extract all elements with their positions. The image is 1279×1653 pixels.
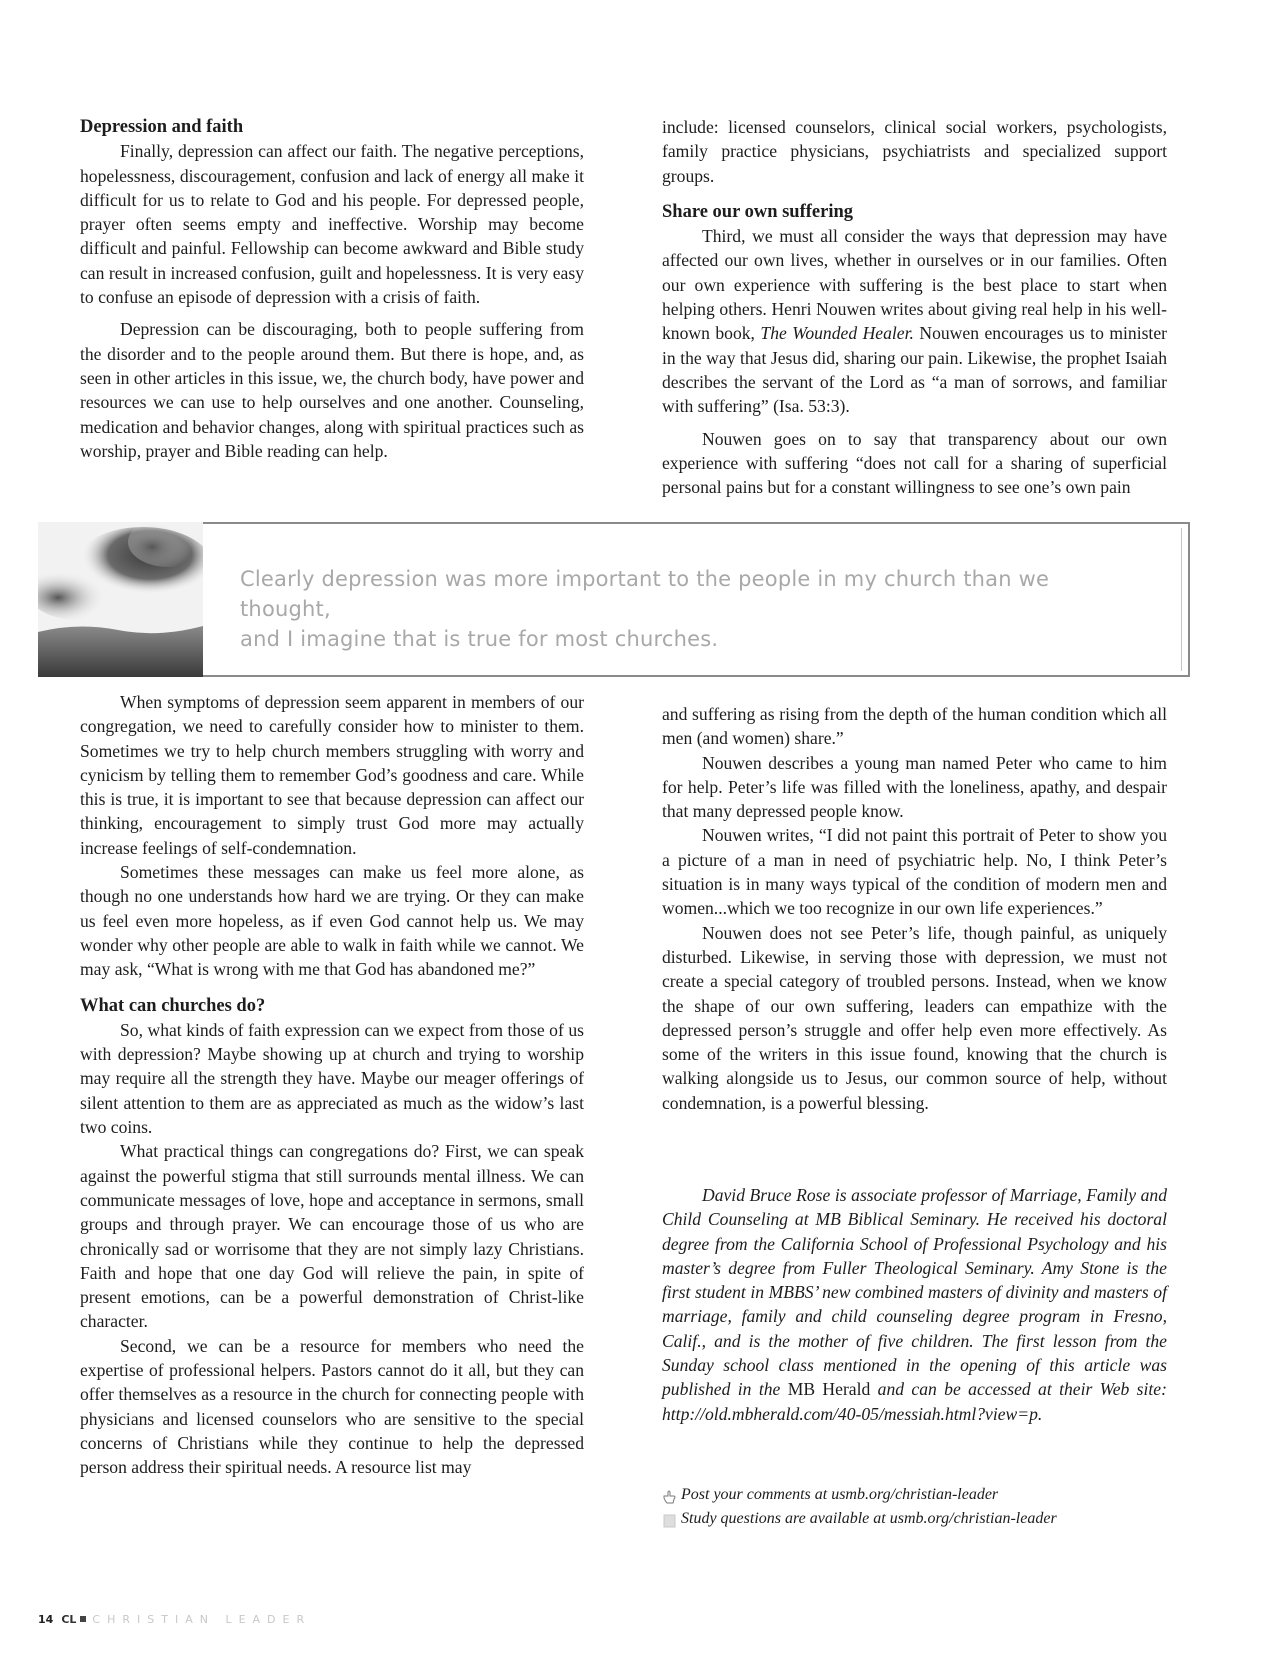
section-heading-depression-and-faith: Depression and faith (80, 117, 244, 137)
sky-photo (38, 522, 203, 677)
paragraph: Depression can be discouraging, both to people suffering from the disorder and to the people around them. But there is hope, and, as seen in other articles in this issue, we, the church body, have power and resources we can use to help ourselves and one another. Counseling, medication and behavior changes, along with spiritual practices such as worship, prayer and Bible reading can help. (80, 319, 584, 461)
document-icon (662, 1512, 678, 1526)
pull-quote-line: Clearly depression was more important to the people in my church than we thought, (240, 567, 1050, 621)
book-title: The Wounded Healer. (760, 323, 914, 344)
section-heading-what-can-churches-do: What can churches do? (80, 995, 266, 1016)
comments-note-text: Post your comments at usmb.org/christian-leader (681, 1486, 999, 1503)
top-left-column (80, 115, 584, 463)
paragraph-text: Third, we must all consider the ways that depression may have affected our own lives, whether in ourselves or in our families. Often our own experience with suffering is the best place to start when helping others. Henri Nouwen writes about giving real help in his well-known book, (662, 226, 1167, 344)
top-right-column (662, 115, 1167, 499)
bio-text: and can be accessed at their Web site: http://old.mbherald.com/40-05/messiah.html?view=p. (662, 1379, 1167, 1424)
comments-note (662, 1483, 1182, 1507)
paragraph: What practical things can congregations do? First, we can speak against the powerful stigma that still surrounds mental illness. We can communicate messages of love, hope and acceptance in sermons, small groups and through prayer. We can encourage those of us who are chronically sad or worrisome that they are not simply lazy Christians. Faith and hope that one day God will relieve the pain, in spite of present emotions, can be a powerful demonstration of Christ-like character. (80, 1141, 584, 1332)
magazine-initials: CL (61, 1612, 77, 1626)
paragraph: Finally, depression can affect our faith. The negative perceptions, hopelessness, discouragement, confusion and lack of energy all make it difficult for us to relate to God and his people. For depressed people, prayer often seems empty and ineffective. Worship may become difficult and painful. Fellowship can become awkward and Bible study can result in increased confusion, guilt and hopelessness. It is very easy to confuse an episode of depression with a crisis of faith. (80, 141, 584, 308)
paragraph (662, 224, 1167, 418)
pull-quote-rule-bottom (203, 675, 1190, 677)
paragraph: Second, we can be a resource for members who need the expertise of professional helpers. Pastors cannot do it all, but they can offer themselves as a resource in the church for connecting people with physicians and licensed counselors who are sensitive to the special concerns of Christians while they continue to help the depressed person address their spiritual needs. A resource list may (80, 1335, 584, 1478)
page-footer (38, 1610, 311, 1628)
paragraph: Nouwen goes on to say that transparency about our own experience with suffering “does not call for a sharing of superficial personal pains but for a constant willingness to see one’s own pain (662, 428, 1167, 498)
paragraph-text: Nouwen encourages us to minister in the way that Jesus did, sharing our pain. Likewise, the prophet Isaiah describes the servant of the Lord as “a man of sorrows, and familiar with suffering” (Isa. 53:3). (662, 323, 1167, 417)
author-bio-text (662, 1183, 1167, 1426)
section-heading-share-our-own-suffering: Share our own suffering (662, 201, 854, 222)
paragraph: and suffering as rising from the depth of the human condition which all men (and women) share.” (662, 704, 1167, 749)
pull-quote-rule-top (203, 522, 1190, 524)
bottom-right-column (662, 702, 1167, 1115)
pull-quote-line: and I imagine that is true for most churches. (240, 627, 719, 651)
publication-name: MB Herald (787, 1379, 871, 1400)
pull-quote-text (240, 564, 1140, 654)
paragraph: Nouwen writes, “I did not paint this portrait of Peter to show you a picture of a man in need of psychiatric help. No, I think Peter’s situation is in many ways typical of the condition of modern men and women...which we too recognize in our own life experiences.” (662, 825, 1167, 919)
pull-quote-rule-right-inner (1181, 528, 1182, 671)
page-number: 14 (38, 1612, 54, 1626)
paragraph: When symptoms of depression seem apparent in members of our congregation, we need to carefully consider how to minister to them. Sometimes we try to help church members struggling with worry and cynicism by telling them to remember God’s goodness and care. While this is true, it is important to see that because depression can affect our thinking, encouragement to simply trust God more may actually increase feelings of self-condemnation. (80, 692, 584, 858)
paragraph: Sometimes these messages can make us feel more alone, as though no one understands how hard we are trying. Or they can make us feel even more hopeless, as if even God cannot help us. We may wonder why other people are able to walk in faith while we cannot. We may ask, “What is wrong with me that God has abandoned me?” (80, 862, 584, 980)
paragraph: Nouwen describes a young man named Peter who came to him for help. Peter’s life was filled with the loneliness, apathy, and despair that many depressed people know. (662, 752, 1167, 822)
paragraph: So, what kinds of faith expression can we expect from those of us with depression? Maybe showing up at church and trying to worship may require all the strength they have. Maybe our meager offerings of silent attention to them are as appreciated as much as the widow’s last two coins. (80, 1019, 584, 1138)
pointer-hand-icon (662, 1488, 678, 1502)
bottom-left-column (80, 690, 584, 1480)
paragraph: include: licensed counselors, clinical social workers, psychologists, family practice physicians, psychiatrists and specialized support groups. (662, 117, 1167, 186)
pull-quote-rule-right (1188, 522, 1190, 677)
square-bullet-icon (80, 1616, 86, 1622)
pull-quote (38, 522, 1190, 677)
author-bio (662, 1183, 1167, 1426)
study-note-text: Study questions are available at usmb.org/christian-leader (681, 1510, 1057, 1527)
study-note (662, 1507, 1182, 1531)
paragraph: Nouwen does not see Peter’s life, though painful, as uniquely disturbed. Likewise, in serving those with depression, we must not create a special category of troubled persons. Instead, when we know the shape of our own suffering, leaders can empathize with the depressed person’s struggle and offer help even more effectively. As some of the writers in this issue found, knowing that the church is walking alongside us to Jesus, our common source of help, without condemnation, is a powerful blessing. (662, 922, 1167, 1113)
magazine-name: CHRISTIAN LEADER (92, 1612, 312, 1626)
bio-text: David Bruce Rose is associate professor of Marriage, Family and Child Counseling at MB Biblical Seminary. He received his doctoral degree from the California School of Professional Psychology and his master’s degree from Fuller Theological Seminary. Amy Stone is the first student in MBBS’ new combined masters of divinity and masters of marriage, family and child counseling degree program in Fresno, Calif., and is the mother of five children. The first lesson from the Sunday school class mentioned in the opening of this article was published in the (662, 1185, 1167, 1400)
footnotes (662, 1483, 1182, 1531)
